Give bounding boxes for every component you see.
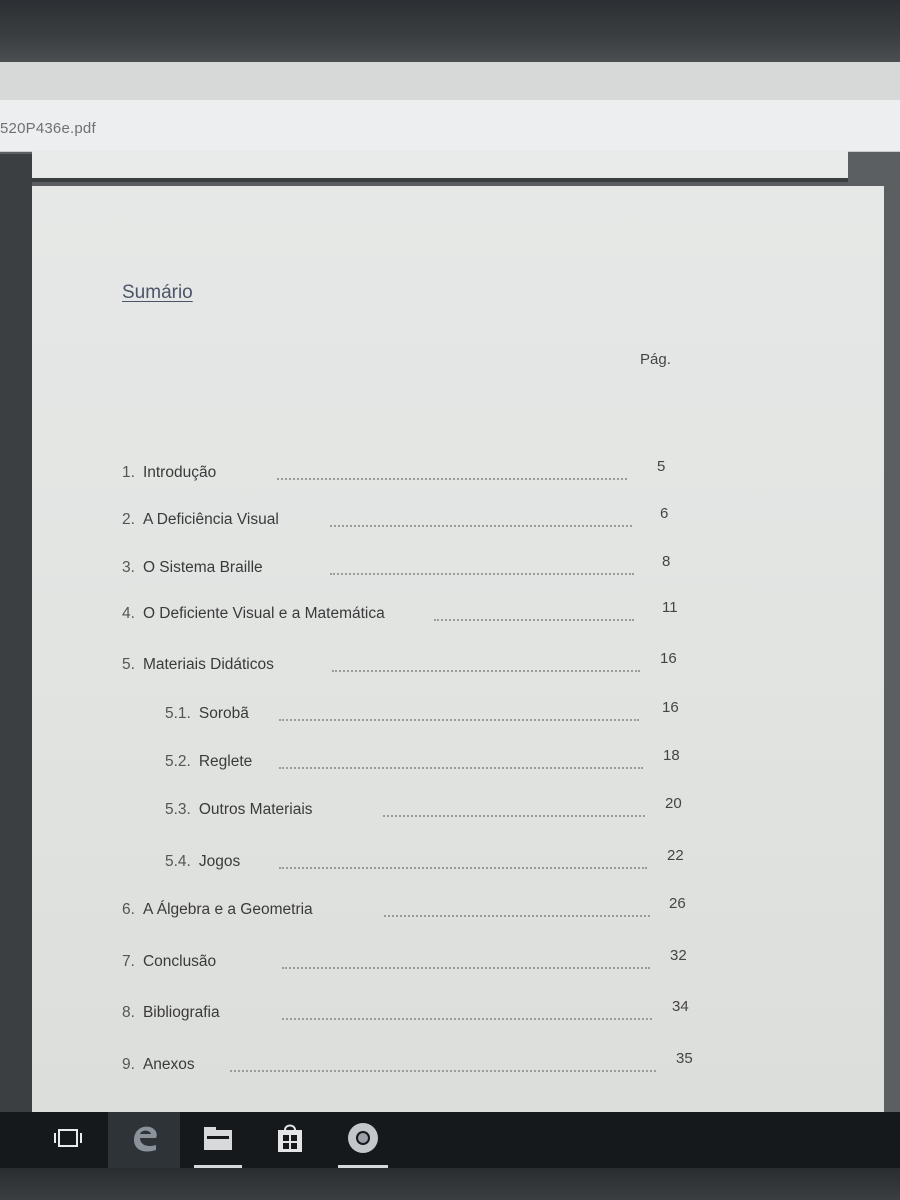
toc-leader-dots — [434, 619, 634, 621]
toc-leader-dots — [384, 915, 650, 917]
toc-page-number: 35 — [676, 1050, 693, 1067]
toc-entry — [122, 650, 677, 678]
toc-leader-dots — [230, 1070, 656, 1072]
toc-page-number: 22 — [667, 847, 684, 864]
window-chrome-bar — [0, 62, 900, 100]
toc-subentry — [165, 847, 684, 875]
toc-page-number: 16 — [662, 699, 679, 716]
screen — [0, 62, 900, 1112]
toc-title: Bibliografia — [142, 1004, 220, 1021]
toc-leader-dots — [277, 478, 627, 480]
toc-subentry — [165, 699, 679, 727]
toc-title: Conclusão — [142, 953, 217, 970]
chrome-button[interactable] — [330, 1112, 396, 1168]
monitor-bezel-bottom — [0, 1168, 900, 1200]
toc-page-number: 20 — [665, 795, 682, 812]
viewer-left-margin — [0, 154, 32, 1112]
file-name-tab[interactable]: 520P436e.pdf — [0, 120, 96, 137]
toc-entry — [122, 458, 666, 486]
toc-title: A Deficiência Visual — [142, 511, 279, 528]
toc-page-number: 16 — [660, 650, 677, 667]
toc-page-number: 6 — [660, 505, 669, 522]
toc-number: 4. — [122, 605, 135, 622]
toc-number: 9. — [122, 1056, 135, 1073]
toc-heading: Sumário — [122, 282, 193, 303]
toc-entry — [122, 947, 702, 975]
toc-entry — [122, 553, 671, 581]
toc-title: Introdução — [142, 464, 217, 481]
monitor-bezel-top — [0, 0, 900, 62]
toc-page-number: 34 — [672, 998, 689, 1015]
toc-title: Sorobã — [198, 705, 249, 722]
toc-number: 1. — [122, 464, 135, 481]
toc-leader-dots — [282, 1018, 652, 1020]
toc-page-number: 32 — [670, 947, 687, 964]
toc-title: Jogos — [198, 853, 241, 870]
toc-page-number: 18 — [663, 747, 680, 764]
toc-number: 3. — [122, 559, 135, 576]
file-explorer-button[interactable] — [186, 1112, 250, 1168]
toc-title: Outros Materiais — [198, 801, 313, 818]
toc-leader-dots — [330, 525, 632, 527]
toc-title: O Sistema Braille — [142, 559, 263, 576]
file-explorer-icon — [201, 1124, 235, 1157]
toc-number: 8. — [122, 1004, 135, 1021]
toc-number: 5. — [122, 656, 135, 673]
toc-title: A Álgebra e a Geometria — [142, 901, 313, 918]
toc-page-number: 26 — [669, 895, 686, 912]
toc-title: Materiais Didáticos — [142, 656, 274, 673]
previous-page-edge — [32, 150, 848, 182]
taskbar — [0, 1112, 900, 1168]
toc-entry — [122, 998, 702, 1026]
toc-subentry — [165, 795, 682, 823]
toc-entry — [122, 599, 678, 627]
page-column-header: Pág. — [640, 351, 671, 368]
toc-leader-dots — [279, 867, 647, 869]
edge-browser-icon — [126, 1120, 162, 1161]
toc-page-number: 11 — [662, 599, 678, 616]
toc-number: 6. — [122, 901, 135, 918]
toc-number: 2. — [122, 511, 135, 528]
toc-page-number: 8 — [662, 553, 671, 570]
toc-title: O Deficiente Visual e a Matemática — [142, 605, 385, 622]
toc-leader-dots — [330, 573, 634, 575]
toc-page-number: 5 — [657, 458, 666, 475]
pdf-page[interactable] — [32, 186, 884, 1112]
toc-leader-dots — [279, 719, 639, 721]
task-view-button[interactable] — [36, 1112, 100, 1168]
edge-browser-button[interactable] — [108, 1112, 180, 1168]
toc-number: 5.3. — [165, 801, 191, 818]
toc-leader-dots — [279, 767, 643, 769]
toc-entry — [122, 895, 702, 923]
toc-title: Reglete — [198, 753, 253, 770]
toc-number: 5.2. — [165, 753, 191, 770]
toc-number: 7. — [122, 953, 135, 970]
toc-number: 5.1. — [165, 705, 191, 722]
store-button[interactable] — [258, 1112, 322, 1168]
toc-leader-dots — [332, 670, 640, 672]
task-view-icon — [53, 1127, 83, 1154]
store-icon — [275, 1122, 305, 1159]
toc-number: 5.4. — [165, 853, 191, 870]
toc-entry — [122, 505, 669, 533]
toc-entry — [122, 1050, 702, 1078]
toc-subentry — [165, 747, 680, 775]
document-title-strip — [0, 100, 900, 152]
toc-leader-dots — [282, 967, 650, 969]
toc-title: Anexos — [142, 1056, 195, 1073]
chrome-icon — [345, 1120, 381, 1161]
toc-leader-dots — [383, 815, 645, 817]
